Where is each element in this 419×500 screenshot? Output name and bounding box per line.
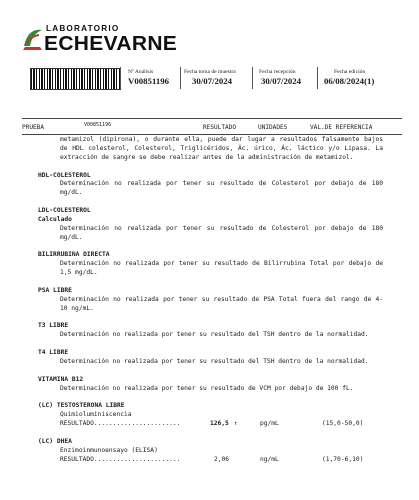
test-title: VITAMINA B12 xyxy=(38,375,84,383)
intro-text: metamizol (dipirona), o durante ella, puede dar lugar a resultados falsamente bajos de HDL colesterol, Colesterol, Triglicéridos, Ác. úrico, Ác. láctico y/o Lipasa. La extracción de sangre se debe realizar antes de la administración de metamizol. xyxy=(60,136,383,161)
edition-date xyxy=(324,69,375,86)
result-value: 126,5 xyxy=(210,420,229,428)
result-method: Enzimoinmunoensayo (ELISA) xyxy=(60,446,158,454)
test-title: BILIRRUBINA DIRECTA xyxy=(38,251,110,259)
sample-date-value: 30/07/2024 xyxy=(192,76,233,86)
divider xyxy=(120,67,121,89)
column-prueba: PRUEBA xyxy=(22,124,45,131)
result-row xyxy=(38,420,383,429)
result-unit: ng/mL xyxy=(260,455,279,463)
report-code: V00851196 xyxy=(84,122,112,128)
reception-date xyxy=(259,69,301,86)
test-subtitle: Calculado xyxy=(38,215,72,223)
edition-date-label: Fecha edición xyxy=(334,69,366,75)
edition-date-value: 06/08/2024(1) xyxy=(324,76,375,86)
test-note: Determinación no realizada por tener su resultado del TSH dentro de la normalidad. xyxy=(60,331,369,339)
result-label: RESULTADO....................... xyxy=(60,455,181,463)
reception-date-value: 30/07/2024 xyxy=(261,76,302,86)
echevarne-logo-icon xyxy=(22,26,44,52)
result-unit: pg/mL xyxy=(260,420,279,428)
lab-logo xyxy=(22,20,212,56)
result-reference: (1,70-6,10) xyxy=(322,455,364,463)
column-unidades: UNIDADES xyxy=(258,124,288,131)
result-value: 2,06 xyxy=(214,455,230,463)
test-note: Determinación no realizada por tener su resultado de Colesterol por debajo de 180 mg/dL. xyxy=(60,224,383,241)
result-title: (LC) DHEA xyxy=(38,437,72,445)
analysis-number xyxy=(128,69,169,86)
sample-date xyxy=(184,69,236,86)
test-title: PSA LIBRE xyxy=(38,286,72,294)
test-title: T3 LIBRE xyxy=(38,322,69,330)
divider xyxy=(252,67,253,89)
lab-name: ECHEVARNE xyxy=(44,33,178,55)
analysis-value: V00851196 xyxy=(128,76,170,86)
result-label: RESULTADO....................... xyxy=(60,420,181,428)
result-title: (LC) TESTOSTERONA LIBRE xyxy=(38,402,125,410)
test-title: HDL-COLESTEROL xyxy=(38,171,91,179)
test-note: Determinación no realizada por tener su resultado de VCM por debajo de 100 fL. xyxy=(60,384,354,392)
test-title: LDL-COLESTEROL xyxy=(38,207,91,215)
column-resultado: RESULTADO xyxy=(203,124,237,131)
divider xyxy=(317,67,318,89)
sample-date-label: Fecha toma de muestra xyxy=(184,69,236,75)
header-rule-top xyxy=(22,118,402,119)
result-reference: (15,0-50,0) xyxy=(322,420,364,428)
result-row xyxy=(38,456,383,465)
reception-date-label: Fecha recepción xyxy=(259,69,296,75)
lab-small-title: LABORATORIO xyxy=(46,24,120,33)
result-flag-icon: ↑ xyxy=(234,420,238,428)
test-note: Determinación no realizada por tener su resultado de PSA Total fuera del rango de 4-10 ng/mL. xyxy=(60,295,383,312)
barcode xyxy=(30,68,121,90)
test-note: Determinación no realizada por tener su resultado del TSH dentro de la normalidad. xyxy=(60,358,369,365)
analysis-label: Nº Análisis xyxy=(128,69,154,75)
test-note: Determinación no realizada por tener su resultado de Bilirrubina Total por debajo de 1,5 mg/dL. xyxy=(60,260,383,277)
column-referencia: VAL.DE REFERENCIA xyxy=(310,124,373,131)
test-note: Determinación no realizada por tener su resultado de Colesterol por debajo de 180 mg/dL. xyxy=(60,180,383,197)
header-rule-bottom xyxy=(22,134,402,135)
divider xyxy=(180,67,181,89)
report-body xyxy=(38,136,383,465)
test-title: T4 LIBRE xyxy=(38,349,69,357)
result-method: Quimioluminiscencia xyxy=(60,411,132,419)
